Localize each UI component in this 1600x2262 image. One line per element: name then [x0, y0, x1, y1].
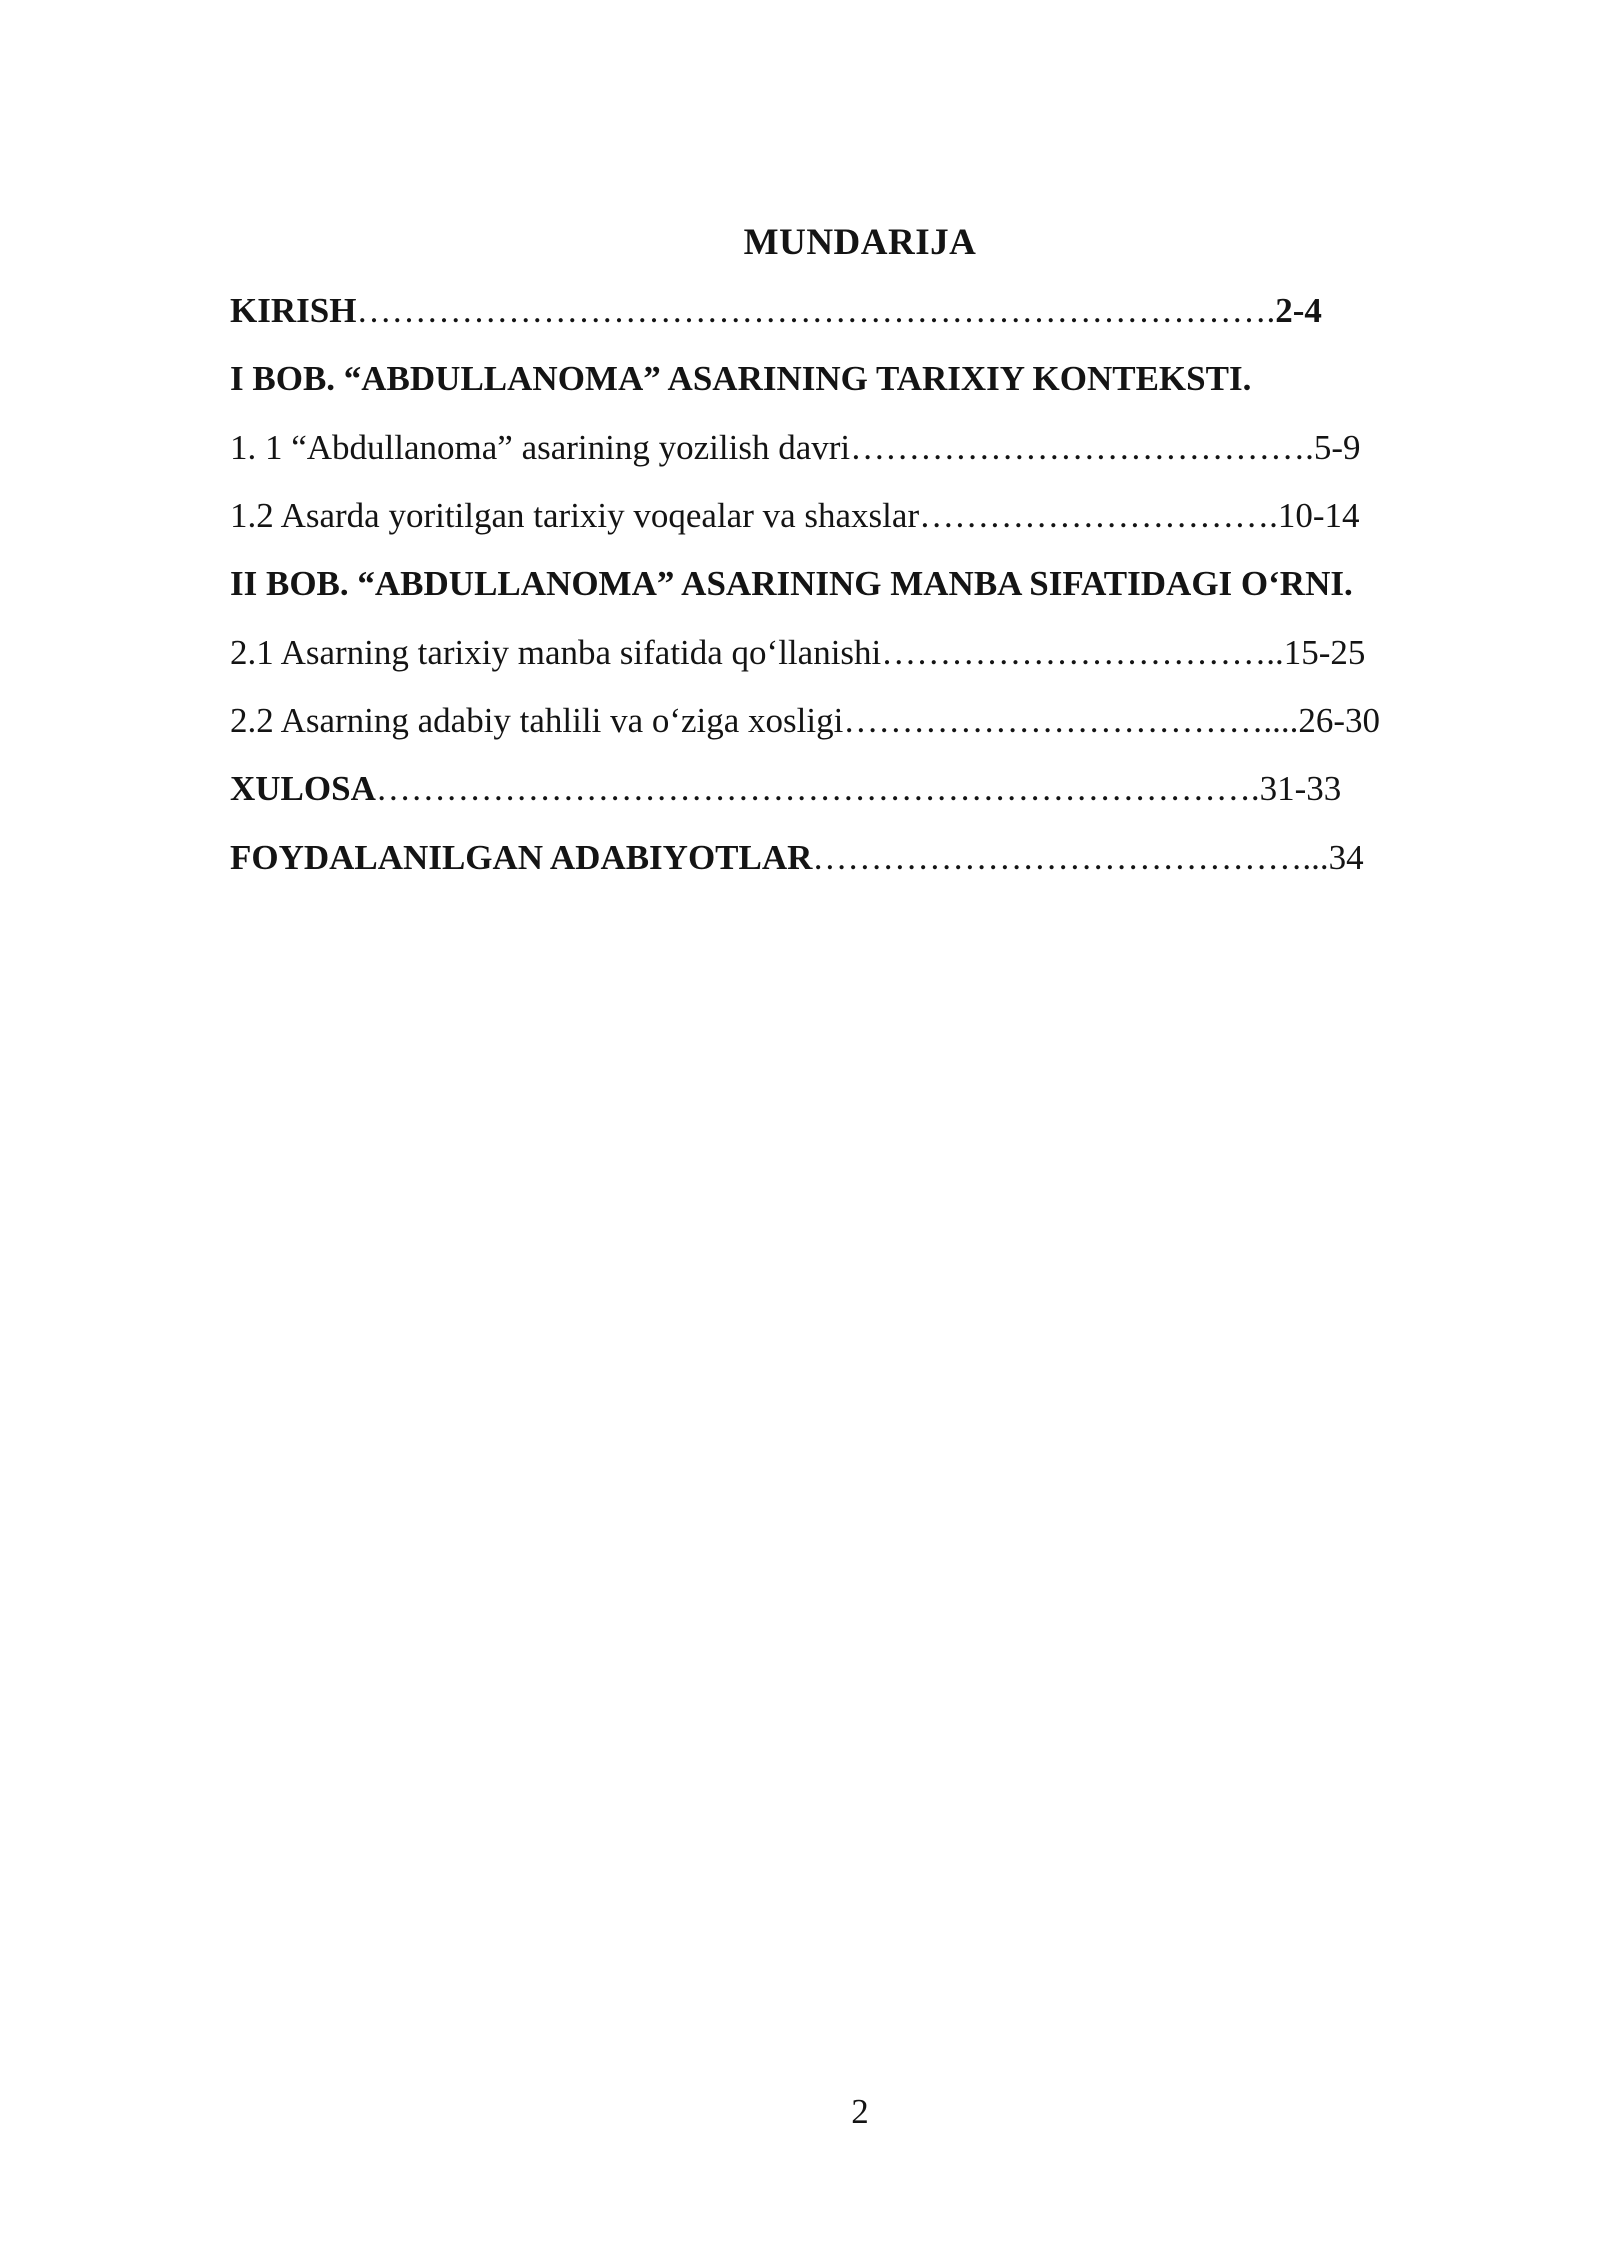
toc-page-range: ..26-30	[1280, 701, 1381, 740]
toc-entry-label: 1. 1 “Abdullanoma” asarining yozilish davri	[230, 428, 851, 467]
toc-leader-dots: ………………………………………………………………….	[375, 769, 1260, 808]
toc-leader-dots: ………………………….	[919, 496, 1278, 535]
toc-entry-2-2	[230, 696, 1380, 746]
toc-page-range: 2-4	[1275, 291, 1322, 330]
toc-leader-dots: ………………………………..	[843, 701, 1281, 740]
toc-leader-dots: ……………………………………...	[812, 838, 1329, 877]
toc-page-range: 10-14	[1277, 496, 1360, 535]
toc-entry-label: XULOSA	[230, 769, 376, 808]
toc-leader-dots: ………………………………….	[850, 428, 1314, 467]
toc-leader-dots: …………………………………………………………………….	[356, 291, 1276, 330]
toc-entry-label: 2.1 Asarning tarixiy manba sifatida qo‘llanishi	[230, 633, 882, 672]
toc-entry-1-1	[230, 423, 1361, 473]
toc-entry-label: KIRISH	[230, 291, 357, 330]
toc-page-range: 31-33	[1259, 769, 1342, 808]
toc-page-range: 5-9	[1313, 428, 1361, 467]
toc-chapter-heading-2: II BOB. “ABDULLANOMA” ASARINING MANBA SIFATIDAGI O‘RNI.	[230, 564, 1353, 603]
page-title: MUNDARIJA	[743, 222, 977, 263]
toc-leader-dots: …………………………….	[881, 633, 1276, 672]
toc-entry-label: 2.2 Asarning adabiy tahlili va o‘ziga xosligi	[230, 701, 844, 740]
toc-page-range: .15-25	[1275, 633, 1366, 672]
toc-page-range: 34	[1328, 838, 1364, 877]
toc-entry-xulosa	[230, 764, 1341, 814]
toc-chapter-heading-1: I BOB. “ABDULLANOMA” ASARINING TARIXIY KONTEKSTI.	[230, 359, 1252, 398]
toc-entry-label: FOYDALANILGAN ADABIYOTLAR	[230, 838, 813, 877]
page-number: 2	[851, 2092, 869, 2131]
toc-entry-adabiyotlar	[230, 833, 1364, 883]
toc-entry-1-2	[230, 491, 1360, 541]
toc-entry-2-1	[230, 628, 1365, 678]
toc-entry-label: 1.2 Asarda yoritilgan tarixiy voqealar va shaxslar	[230, 496, 920, 535]
toc-entry-kirish	[230, 286, 1322, 336]
